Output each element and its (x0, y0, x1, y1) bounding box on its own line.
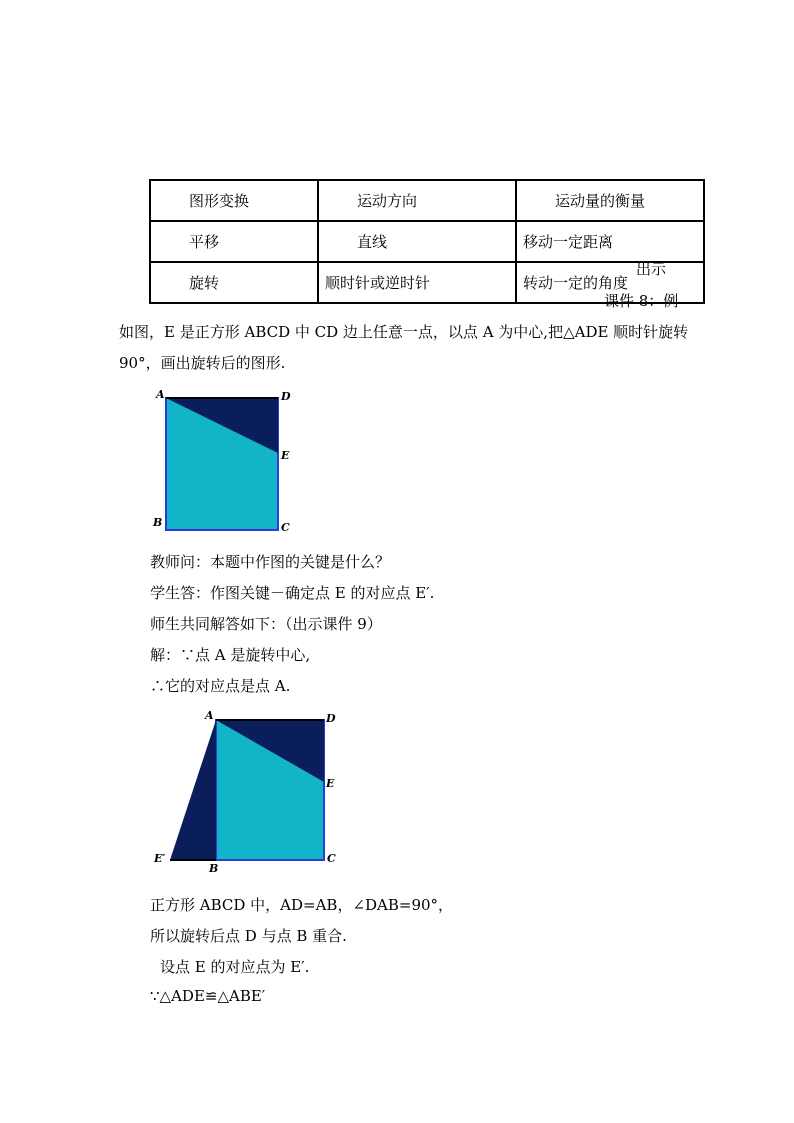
student-answer: 学生答：作图关键－确定点 E 的对应点 E′. (150, 584, 435, 602)
table-cell: 平移 (150, 221, 318, 262)
label-e: E (326, 777, 335, 790)
teacher-question: 教师问：本题中作图的关键是什么？ (150, 553, 391, 571)
problem-line2: 90°，画出旋转后的图形. (119, 354, 286, 372)
table-cell: 直线 (318, 221, 516, 262)
label-a: A (205, 709, 214, 722)
table-header-cell: 运动方向 (318, 180, 516, 221)
conclusion-line3: 设点 E 的对应点为 E′. (160, 958, 310, 976)
conclusion-line1: 正方形 ABCD 中，AD=AB，∠DAB=90°， (150, 896, 454, 914)
conclusion-line4: ∵△ADE≌△ABE′ (150, 987, 266, 1005)
label-b: B (153, 516, 163, 529)
solution-line2: ∴它的对应点是点 A. (150, 677, 291, 695)
label-c: C (281, 521, 290, 534)
label-c: C (327, 852, 336, 865)
table-cell: 顺时针或逆时针 (318, 262, 516, 303)
problem-line1: 如图，E 是正方形 ABCD 中 CD 边上任意一点，以点 A 为中心,把△ADE 顺时针旋转 (119, 323, 689, 341)
side-note-line1: 出示 (636, 260, 667, 278)
transformation-table (149, 179, 705, 304)
label-d: D (326, 712, 336, 725)
figure-square-ade (148, 385, 298, 539)
conclusion-line2: 所以旋转后点 D 与点 B 重合. (150, 927, 347, 945)
table-row (150, 221, 704, 262)
table-header-cell: 图形变换 (150, 180, 318, 221)
label-e-prime: E′ (154, 852, 166, 865)
label-d: D (281, 390, 291, 403)
solution-line1: 解：∵点 A 是旋转中心, (150, 646, 311, 664)
table-header-cell: 运动量的衡量 (516, 180, 704, 221)
side-note-line2: 课件 8：例 (604, 292, 679, 310)
label-e: E (281, 449, 290, 462)
joint-solution: 师生共同解答如下：（出示课件 9） (150, 615, 382, 633)
table-cell: 移动一定距离 (516, 221, 704, 262)
triangle-abe-prime-shape (170, 720, 216, 860)
table-cell: 转动一定的角度 (516, 262, 704, 303)
label-a: A (156, 388, 165, 401)
figure-rotation (148, 706, 348, 880)
table-header-row (150, 180, 704, 221)
table-cell: 旋转 (150, 262, 318, 303)
label-b: B (209, 862, 219, 875)
